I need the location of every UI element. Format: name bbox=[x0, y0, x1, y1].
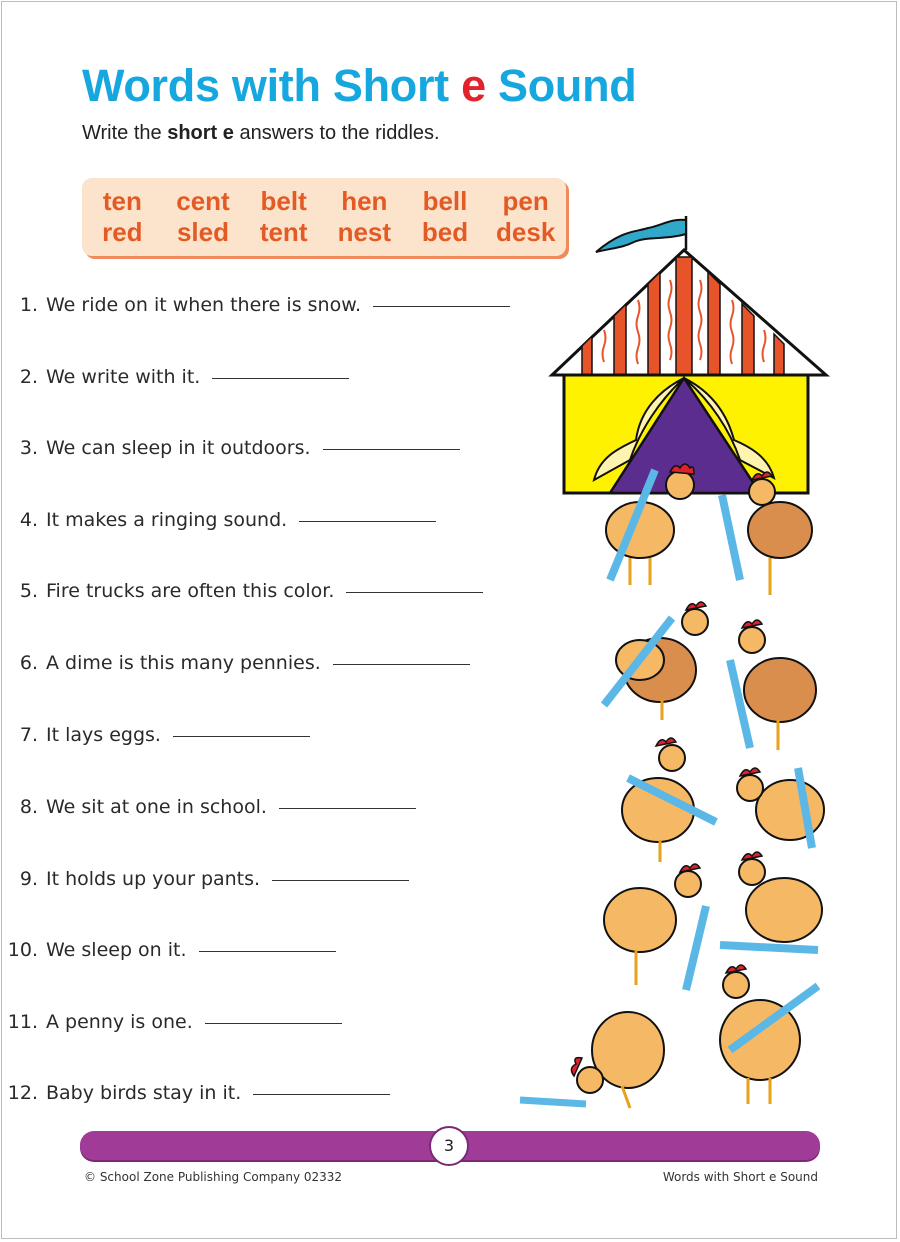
answer-line[interactable] bbox=[279, 807, 416, 809]
instructions-start: Write the bbox=[82, 122, 168, 144]
flag-icon bbox=[596, 216, 686, 252]
answer-line[interactable] bbox=[173, 735, 310, 737]
riddle-text: Fire trucks are often this color. bbox=[46, 580, 335, 602]
riddle-text: It lays eggs. bbox=[46, 724, 161, 746]
word-bank-item: sled bbox=[176, 217, 229, 247]
instructions-bold: short e bbox=[167, 122, 234, 144]
hen-icon bbox=[737, 768, 824, 848]
riddle-7 bbox=[0, 724, 310, 754]
answer-line[interactable] bbox=[253, 1093, 390, 1095]
answer-line[interactable] bbox=[212, 377, 349, 379]
riddle-2 bbox=[0, 366, 349, 396]
answer-line[interactable] bbox=[373, 305, 510, 307]
riddle-text: We can sleep in it outdoors. bbox=[46, 437, 311, 459]
hen-icon bbox=[720, 965, 818, 1104]
riddle-text: It makes a ringing sound. bbox=[46, 509, 288, 531]
footer-copyright: © School Zone Publishing Company 02332 bbox=[84, 1170, 343, 1184]
footer-section-title: Words with Short e Sound bbox=[662, 1170, 818, 1184]
riddle-number: 8. bbox=[19, 796, 38, 818]
riddle-number: 5. bbox=[19, 580, 38, 602]
riddle-text: We write with it. bbox=[46, 366, 201, 388]
riddle-number: 12. bbox=[7, 1082, 38, 1104]
riddle-text: We sit at one in school. bbox=[46, 796, 267, 818]
tent-with-hens-illustration bbox=[510, 210, 850, 1110]
riddle-number: 1. bbox=[19, 294, 38, 316]
riddle-number: 3. bbox=[19, 437, 38, 459]
riddle-number: 2. bbox=[19, 366, 38, 388]
page-title bbox=[82, 60, 636, 112]
word-bank bbox=[82, 178, 566, 256]
answer-line[interactable] bbox=[205, 1022, 342, 1024]
word-bank-item: pen bbox=[502, 186, 549, 216]
word-bank-item: hen bbox=[341, 186, 388, 216]
hen-icon bbox=[730, 620, 816, 750]
hen-icon bbox=[604, 864, 706, 990]
word-bank-item: bed bbox=[421, 217, 469, 247]
hen-icon bbox=[604, 602, 708, 720]
riddle-1 bbox=[0, 294, 510, 324]
instructions-end: answers to the riddles. bbox=[233, 122, 440, 144]
answer-line[interactable] bbox=[323, 448, 460, 450]
word-bank-grid bbox=[82, 186, 566, 248]
word-bank-item: red bbox=[102, 217, 143, 247]
word-bank-item: bell bbox=[422, 186, 468, 216]
tent-roof bbox=[552, 250, 826, 375]
title-text-end: Sound bbox=[485, 60, 637, 111]
riddle-number: 10. bbox=[7, 939, 38, 961]
answer-line[interactable] bbox=[346, 591, 483, 593]
word-bank-item: cent bbox=[176, 186, 230, 216]
riddle-text: We sleep on it. bbox=[46, 939, 187, 961]
hen-icon bbox=[720, 852, 822, 950]
riddle-number: 4. bbox=[19, 509, 38, 531]
word-bank-item: belt bbox=[260, 186, 307, 216]
answer-line[interactable] bbox=[272, 879, 409, 881]
riddle-12 bbox=[0, 1082, 390, 1112]
word-bank-item: desk bbox=[496, 217, 556, 247]
riddle-text: A penny is one. bbox=[46, 1011, 193, 1033]
title-accent-letter: e bbox=[461, 60, 486, 111]
word-bank-item: tent bbox=[259, 217, 308, 247]
riddle-4 bbox=[0, 509, 436, 539]
answer-line[interactable] bbox=[199, 950, 336, 952]
hen-icon bbox=[622, 738, 716, 862]
riddle-number: 7. bbox=[19, 724, 38, 746]
riddle-text: It holds up your pants. bbox=[46, 868, 261, 890]
riddle-number: 11. bbox=[7, 1011, 38, 1033]
word-bank-item: ten bbox=[102, 186, 142, 216]
answer-line[interactable] bbox=[333, 663, 470, 665]
riddle-text: A dime is this many pennies. bbox=[46, 652, 321, 674]
page-number-badge: 3 bbox=[429, 1126, 469, 1166]
hen-icon bbox=[520, 1012, 664, 1108]
riddle-number: 6. bbox=[19, 652, 38, 674]
riddle-10 bbox=[0, 939, 336, 969]
riddle-number: 9. bbox=[19, 868, 38, 890]
title-text-start: Words with Short bbox=[82, 60, 462, 111]
riddle-8 bbox=[0, 796, 416, 826]
answer-line[interactable] bbox=[299, 520, 436, 522]
riddle-9 bbox=[0, 868, 409, 898]
instructions bbox=[82, 122, 440, 145]
riddle-text: We ride on it when there is snow. bbox=[46, 294, 362, 316]
riddle-text: Baby birds stay in it. bbox=[46, 1082, 242, 1104]
riddle-5 bbox=[0, 580, 483, 610]
riddle-11 bbox=[0, 1011, 342, 1041]
word-bank-item: nest bbox=[337, 217, 392, 247]
riddle-6 bbox=[0, 652, 470, 682]
riddle-3 bbox=[0, 437, 460, 467]
